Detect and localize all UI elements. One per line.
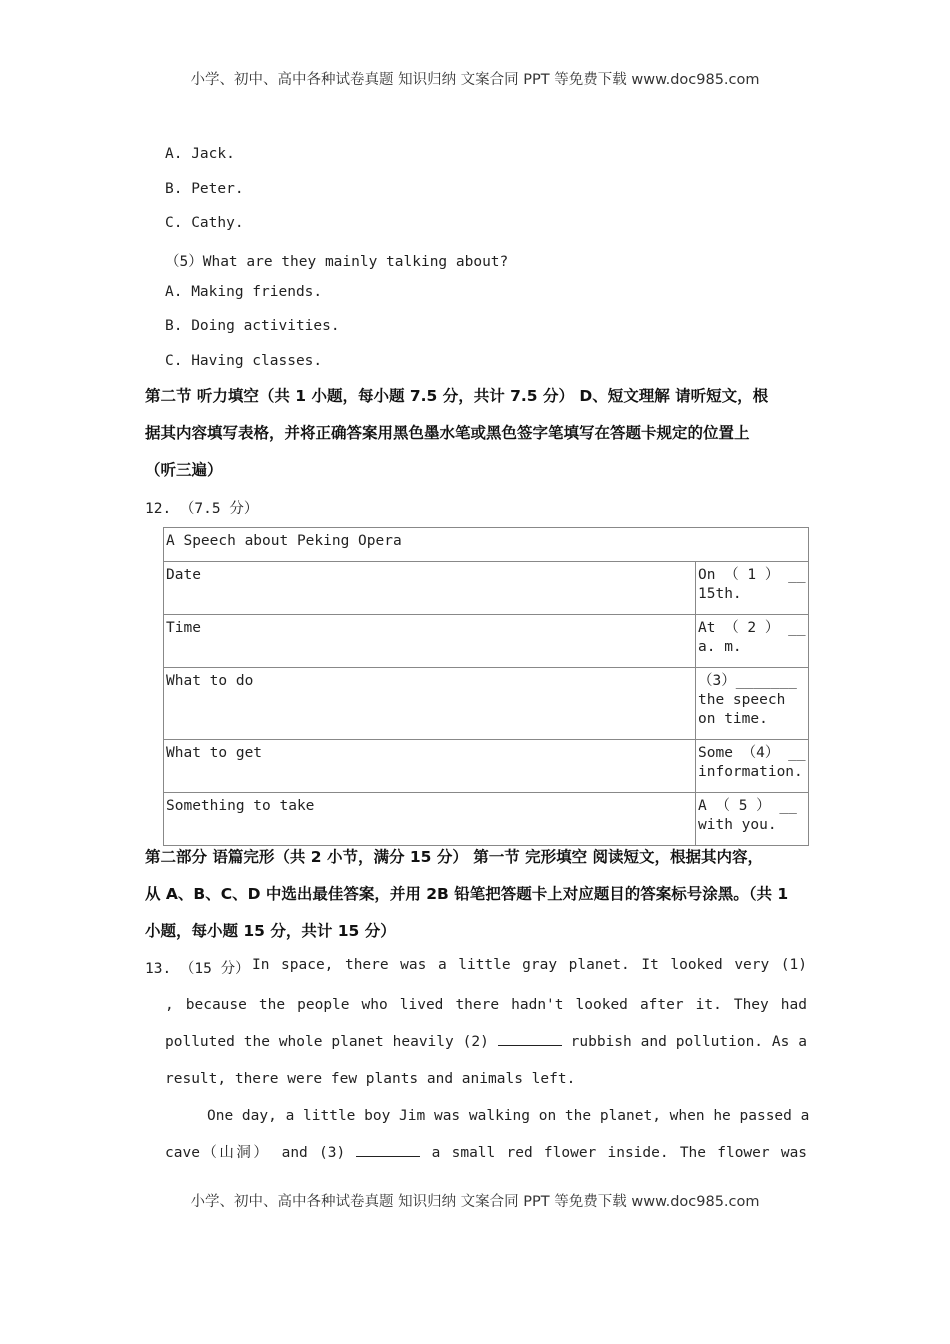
q5-option-b: B. Doing activities. — [165, 318, 340, 334]
passage-text: a small red flower inside. The flower was — [431, 1145, 808, 1161]
section2-heading-line: 第二节 听力填空（共 1 小题，每小题 7.5 分，共计 7.5 分） D、短文理解 请听短文，根 — [145, 387, 769, 405]
table-row-label: Date — [164, 562, 696, 615]
passage-text: cave（山洞） and (3) — [165, 1145, 346, 1161]
section2-heading-line: （听三遍） — [145, 461, 223, 479]
q4-option-b: B. Peter. — [165, 181, 244, 197]
table-row-answer: At （ 2 ） __ a. m. — [696, 615, 809, 668]
q4-option-a: A. Jack. — [165, 146, 235, 162]
part2-heading-line: 小题，每小题 15 分，共计 15 分） — [145, 922, 396, 940]
passage-line: result, there were few plants and animals left. — [165, 1071, 576, 1087]
answer-blank-2[interactable] — [498, 1033, 562, 1046]
passage-line: In space, there was a little gray planet. It looked very (1) — [252, 957, 807, 973]
page-footer: 小学、初中、高中各种试卷真题 知识归纳 文案合同 PPT 等免费下载 www.doc985.com — [190, 1194, 760, 1210]
q5-question: （5）What are they mainly talking about? — [165, 254, 509, 270]
part2-heading — [145, 839, 810, 950]
table-row-answer: Some （4） __ information. — [696, 740, 809, 793]
part2-heading-line: 从 A、B、C、D 中选出最佳答案，并用 2B 铅笔把答题卡上对应题目的答案标号涂黑。（共 1 — [145, 885, 789, 903]
speech-table — [163, 527, 809, 846]
table-row-answer: （3）_______ the speech on time. — [696, 668, 809, 740]
passage-line — [165, 1024, 807, 1061]
section2-heading — [145, 378, 810, 489]
page-header: 小学、初中、高中各种试卷真题 知识归纳 文案合同 PPT 等免费下载 www.doc985.com — [190, 72, 760, 88]
q4-option-c: C. Cathy. — [165, 215, 244, 231]
passage-text: rubbish and pollution. As a — [570, 1034, 808, 1050]
table-row-label: What to do — [164, 668, 696, 740]
part2-heading-line: 第二部分 语篇完形（共 2 小节，满分 15 分） 第一节 完形填空 阅读短文，根据其内容， — [145, 848, 764, 866]
table-row-label: Time — [164, 615, 696, 668]
q13-label: 13. （15 分） — [145, 961, 250, 977]
answer-blank-3[interactable] — [356, 1144, 420, 1157]
q12-label: 12. （7.5 分） — [145, 501, 259, 517]
passage-line: , because the people who lived there hadn't looked after it. They had — [165, 997, 807, 1013]
table-row-answer: A （ 5 ） __ with you. — [696, 793, 809, 846]
passage-text: polluted the whole planet heavily (2) — [165, 1034, 489, 1050]
table-row-label: What to get — [164, 740, 696, 793]
q5-option-a: A. Making friends. — [165, 284, 323, 300]
passage-line: One day, a little boy Jim was walking on the planet, when he passed a — [207, 1108, 810, 1124]
speech-table-title: A Speech about Peking Opera — [164, 528, 809, 562]
section2-heading-line: 据其内容填写表格，并将正确答案用黑色墨水笔或黑色签字笔填写在答题卡规定的位置上 — [145, 424, 750, 442]
cloze-passage — [165, 987, 810, 1172]
q5-option-c: C. Having classes. — [165, 353, 323, 369]
table-row-answer: On （ 1 ） __ 15th. — [696, 562, 809, 615]
passage-line — [165, 1135, 807, 1172]
table-row-label: Something to take — [164, 793, 696, 846]
